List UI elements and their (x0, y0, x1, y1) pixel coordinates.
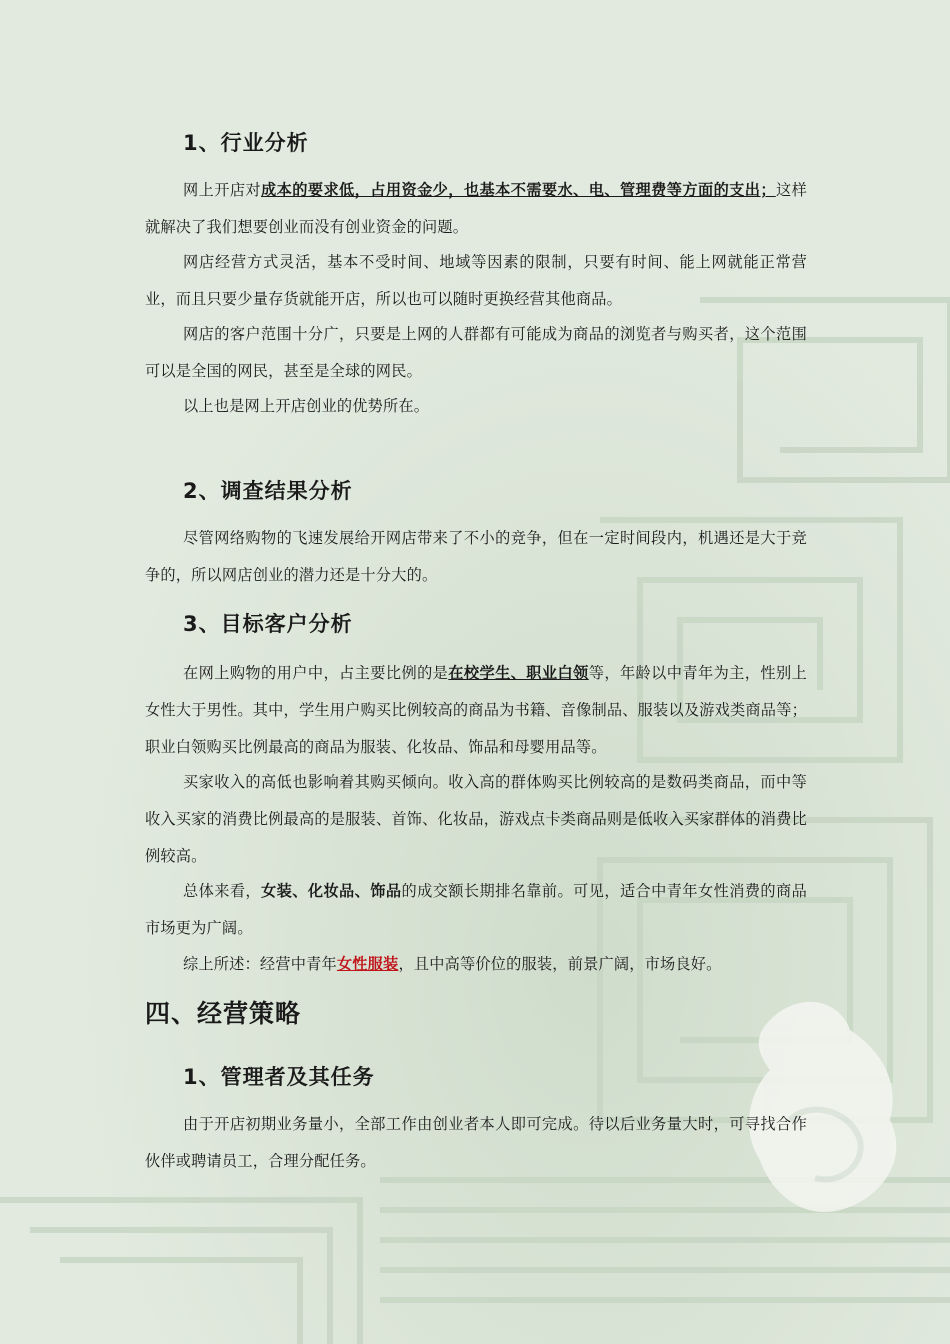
paragraph: 以上也是网上开店创业的优势所在。 (183, 397, 430, 415)
paragraph: 买家收入的高低也影响着其购买倾向。收入高的群体购买比例较高的是数码类商品，而中等收入买家的消费比例最高的是服装、首饰、化妆品，游戏点卡类商品则是低收入买家群体的消费比例较高。 (145, 773, 807, 865)
text-span: ，且中高等价位的服装，前景广阔，市场良好。 (398, 955, 722, 973)
section-heading-survey-analysis: 2、调查结果分析 (183, 479, 353, 503)
paragraph: 网店经营方式灵活，基本不受时间、地域等因素的限制，只要有时间、能上网就能正常营业，而且只要少量存货就能开店，所以也可以随时更换经营其他商品。 (145, 253, 807, 308)
text-span: 这样就解决了我们想要创业而没有创业资金的问题。 (145, 181, 807, 236)
paragraph (145, 873, 807, 947)
text-span: 网上开店对 (183, 181, 262, 199)
text-span: 总体来看， (183, 882, 262, 900)
paragraph: 网店的客户范围十分广，只要是上网的人群都有可能成为商品的浏览者与购买者，这个范围可以是全国的网民，甚至是全球的网民。 (145, 325, 807, 380)
paragraph (145, 946, 807, 983)
paragraph: 由于开店初期业务量小，全部工作由创业者本人即可完成。待以后业务量大时，可寻找合作伙伴或聘请员工，合理分配任务。 (145, 1115, 807, 1170)
paragraph (145, 655, 807, 766)
paragraph (145, 172, 807, 246)
chapter-heading-business-strategy: 四、经营策略 (145, 999, 302, 1028)
paragraph: 尽管网络购物的飞速发展给开网店带来了不小的竞争，但在一定时间段内，机遇还是大于竞争的，所以网店创业的潜力还是十分大的。 (145, 529, 807, 584)
underlined-text: 成本的要求低，占用资金少，也基本不需要水、电、管理费等方面的支出； (261, 181, 776, 199)
underlined-text: 在校学生、职业白领 (448, 664, 589, 682)
section-heading-industry-analysis: 1、行业分析 (183, 131, 309, 155)
text-span: 的成交额长期排名靠前。可见，适合中青年女性消费的商品市场更为广阔。 (145, 882, 807, 937)
text-span: 等，年龄以中青年为主，性别上女性大于男性。其中，学生用户购买比例较高的商品为书籍、音像制品、服装以及游戏类商品等；职业白领购买比例最高的商品为服装、化妆品、饰品和母婴用品等。 (145, 664, 807, 756)
bold-text: 女装、化妆品、饰品 (261, 882, 402, 900)
text-span: 综上所述：经营中青年 (183, 955, 337, 973)
highlighted-red-text: 女性服装 (336, 955, 399, 973)
section-heading-target-customer: 3、目标客户分析 (183, 612, 353, 636)
section-heading-manager-tasks: 1、管理者及其任务 (183, 1065, 375, 1089)
text-span: 在网上购物的用户中，占主要比例的是 (183, 664, 449, 682)
